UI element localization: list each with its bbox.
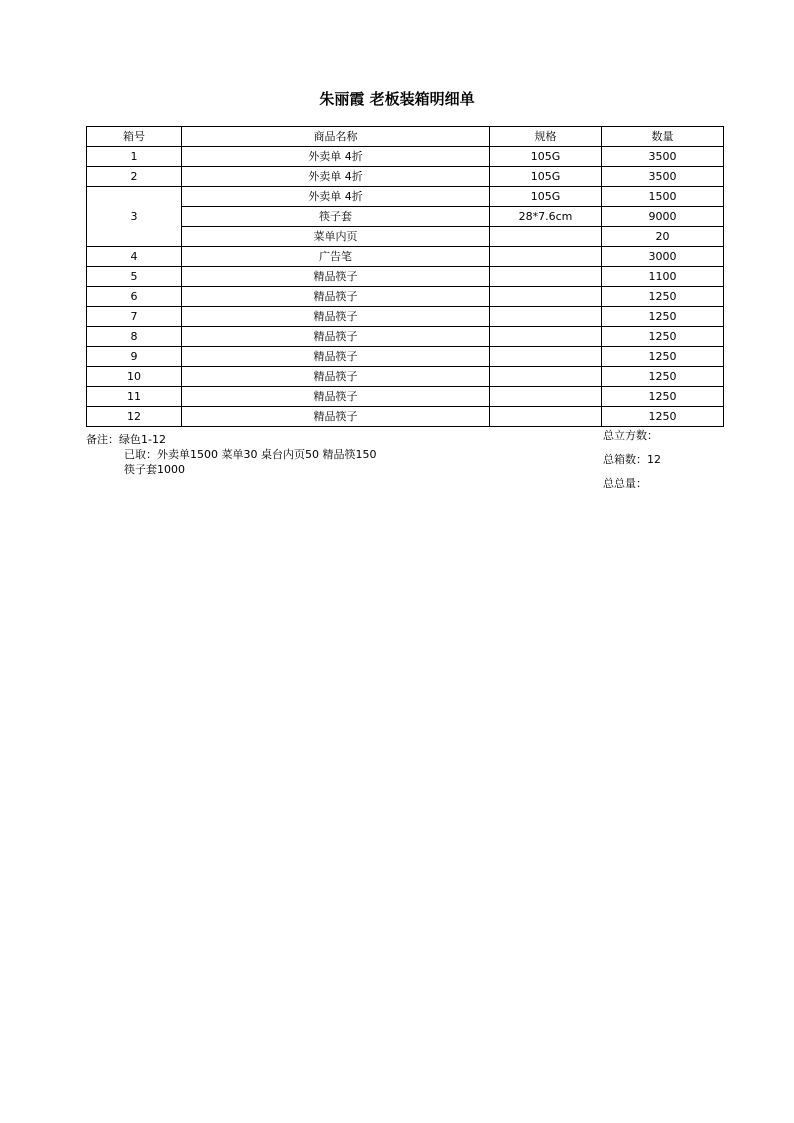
cell-name: 外卖单 4折	[182, 147, 490, 167]
remarks-line: 已取：外卖单1500 菜单30 桌台内页50 精品筷150	[124, 448, 377, 461]
cell-spec	[490, 367, 602, 387]
header-quantity: 数量	[602, 127, 724, 147]
remarks-line: 备注：绿色1-12	[86, 433, 166, 446]
table-row	[87, 167, 724, 187]
cell-box: 4	[87, 247, 182, 267]
cell-spec	[490, 247, 602, 267]
cell-spec	[490, 347, 602, 367]
cell-box: 11	[87, 387, 182, 407]
table-row	[87, 147, 724, 167]
cell-qty: 3000	[602, 247, 724, 267]
cell-box: 2	[87, 167, 182, 187]
cell-name: 广告笔	[182, 247, 490, 267]
cell-name: 精品筷子	[182, 267, 490, 287]
cell-qty: 3500	[602, 147, 724, 167]
total-volume-row	[603, 429, 661, 453]
table-header-row	[87, 127, 724, 147]
cell-box: 5	[87, 267, 182, 287]
cell-name: 精品筷子	[182, 287, 490, 307]
cell-name: 筷子套	[182, 207, 490, 227]
cell-qty: 1250	[602, 307, 724, 327]
table-row	[87, 407, 724, 427]
cell-spec: 28*7.6cm	[490, 207, 602, 227]
cell-box: 10	[87, 367, 182, 387]
cell-qty: 1250	[602, 387, 724, 407]
cell-name: 外卖单 4折	[182, 187, 490, 207]
table-row	[87, 227, 724, 247]
cell-qty: 1250	[602, 407, 724, 427]
total-boxes-value: 12	[647, 453, 661, 466]
cell-box: 8	[87, 327, 182, 347]
cell-spec: 105G	[490, 167, 602, 187]
cell-name: 精品筷子	[182, 347, 490, 367]
cell-qty: 1250	[602, 327, 724, 347]
cell-name: 精品筷子	[182, 367, 490, 387]
cell-qty: 20	[602, 227, 724, 247]
packing-list-table	[86, 126, 724, 427]
cell-spec	[490, 407, 602, 427]
cell-qty: 1250	[602, 347, 724, 367]
document-title: 朱丽霞 老板装箱明细单	[319, 90, 475, 108]
cell-qty: 1250	[602, 287, 724, 307]
table-row	[87, 327, 724, 347]
table-row	[87, 267, 724, 287]
cell-spec: 105G	[490, 187, 602, 207]
total-boxes-row	[603, 453, 661, 477]
cell-spec	[490, 307, 602, 327]
cell-box: 9	[87, 347, 182, 367]
table-row	[87, 307, 724, 327]
table-row	[87, 387, 724, 407]
remarks-line: 筷子套1000	[124, 463, 185, 476]
cell-name: 精品筷子	[182, 327, 490, 347]
cell-name: 菜单内页	[182, 227, 490, 247]
header-box-no: 箱号	[87, 127, 182, 147]
table-row	[87, 187, 724, 207]
cell-box: 7	[87, 307, 182, 327]
total-boxes-label: 总箱数：	[603, 453, 647, 466]
table-row	[87, 347, 724, 367]
cell-name: 外卖单 4折	[182, 167, 490, 187]
cell-qty: 9000	[602, 207, 724, 227]
header-spec: 规格	[490, 127, 602, 147]
cell-spec	[490, 287, 602, 307]
table-row	[87, 287, 724, 307]
table-row	[87, 207, 724, 227]
total-quantity-label: 总总量：	[603, 477, 647, 490]
cell-name: 精品筷子	[182, 387, 490, 407]
cell-name: 精品筷子	[182, 407, 490, 427]
cell-qty: 3500	[602, 167, 724, 187]
remarks-block	[86, 432, 376, 477]
cell-box: 3	[87, 187, 182, 247]
summary-block	[603, 429, 661, 501]
table-row	[87, 367, 724, 387]
cell-spec	[490, 387, 602, 407]
cell-box: 1	[87, 147, 182, 167]
cell-spec	[490, 267, 602, 287]
cell-spec: 105G	[490, 147, 602, 167]
cell-name: 精品筷子	[182, 307, 490, 327]
cell-box: 12	[87, 407, 182, 427]
cell-qty: 1500	[602, 187, 724, 207]
table-row	[87, 247, 724, 267]
total-volume-label: 总立方数：	[603, 429, 658, 442]
header-product-name: 商品名称	[182, 127, 490, 147]
cell-qty: 1250	[602, 367, 724, 387]
total-quantity-row	[603, 477, 661, 501]
cell-spec	[490, 227, 602, 247]
cell-box: 6	[87, 287, 182, 307]
cell-spec	[490, 327, 602, 347]
cell-qty: 1100	[602, 267, 724, 287]
